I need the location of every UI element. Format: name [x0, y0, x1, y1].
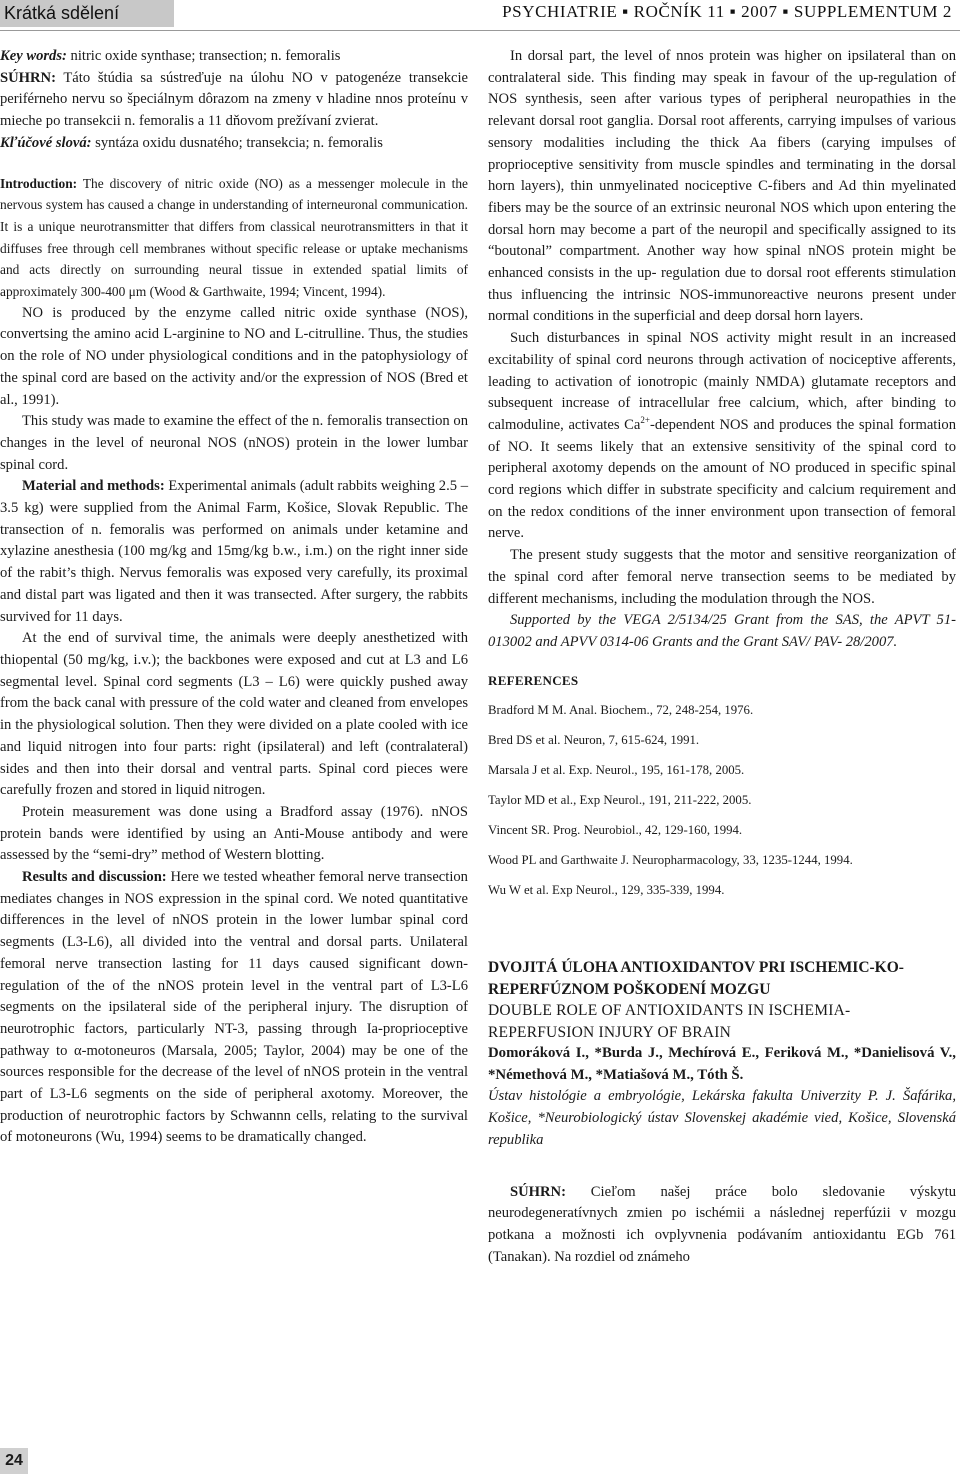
klucove-slova-line	[0, 133, 468, 155]
journal-header: PSYCHIATRIE ▪ ROČNÍK 11 ▪ 2007 ▪ SUPPLEMENTUM 2	[502, 2, 952, 21]
reference-item: Bradford M M. Anal. Biochem., 72, 248-254, 1976.	[488, 703, 754, 718]
results-label: Results and discussion:	[22, 869, 167, 886]
souhrn-text: Táto štúdia sa sústreďuje na úlohu NO v patogenéze transekcie periférneho nervu so špeciálnym dôrazom na zmeny v hladine nnos proteínu v mieche po transekcii n. femoralis a 11 dňovom prežívaní zvierat.	[0, 69, 468, 130]
souhrn-paragraph	[0, 68, 468, 133]
souhrn-2-text: Cieľom našej práce bolo sledovanie výskytu neurodegeneratívnych zmien po ischémii a následnej reperfúzii v mozgu potkana a možnosti ich ovplyvnenia podávaním antioxidantu EGb 761 (Tanakan). Na rozdiel od známeho	[488, 1183, 956, 1265]
disturbances-text-b: -dependent NOS and produces the spinal formation of NO. It seems likely that an extensive sensitivity of the spinal cord to peripheral axotomy depends on the amount of NO produced in specific spinal cord regions which differ in substrate specificity and calcium requirement and on the redox conditions of the inner environment upon transection of femoral nerve.	[488, 416, 957, 542]
results-paragraph	[0, 867, 468, 1149]
dorsal-paragraph: In dorsal part, the level of nnos protein was higher on ipsilateral than on contralateral side. This finding may speak in favour of the up-regulation of NOS synthesis, seen after various types of peripheral neuropathies in the relevant dorsal root ganglia. Dorsal root afferents, carrying impulses of various sensory modalities including the thick Aa fibers (carying impulses of proprioceptive sensitivity from muscle spindles and terminating in the dorsal horn layers), thin unmyelinated nociceptive C-fibers and Ad thin myelinated fibers may be the source of an extrinsic neuronal NOS which upon entering the dorsal horn may become a part of the neuropil and specifically assigned to its “boutonal” compartment. Another way how spinal nNOS protein might be enhanced consists in the up- regulation due to dorsal root efferents stimulation thus influencing the intrinsic NOS-immunoreactive neurons present under normal conditions in the superficial and deep dorsal horn layers.	[488, 48, 956, 325]
keywords-line	[0, 46, 468, 68]
no-paragraph: NO is produced by the enzyme called nitric oxide synthase (NOS), convertsing the amino acid L-arginine to NO and L-citrulline. Thus, the studies on the role of NO under physiological conditions and in the patophysiology of the spinal cord are based on the activity and/or the expression of NOS (Bred et al., 1991).	[0, 304, 468, 408]
keywords-label: Key words:	[0, 48, 67, 64]
reference-item: Bred DS et al. Neuron, 7, 615-624, 1991.	[488, 733, 700, 748]
keywords-text: nitric oxide synthase; transection; n. femoralis	[66, 48, 341, 64]
references-list	[488, 695, 956, 905]
methods-paragraph	[0, 476, 468, 628]
methods-label: Material and methods:	[22, 478, 165, 495]
reference-item: Wood PL and Garthwaite J. Neuropharmacology, 33, 1235-1244, 1994.	[488, 853, 853, 868]
page-number: 24	[0, 1448, 28, 1474]
klucove-label: Kľúčové slová:	[0, 134, 92, 151]
article-authors: Domoráková I., *Burda J., Mechírová E., Feriková M., *Danielisová V., *Némethová M., *Matiašová M., Tóth Š.	[488, 1045, 956, 1083]
souhrn-label: SÚHRN:	[0, 69, 56, 86]
article-affiliation: Ústav histológie a embryológie, Lekárska fakulta Univerzity P. J. Šafárika, Košice, *Neurobiologický ústav Slovenskej akadémie vied, Košice, Slovenská republika	[488, 1088, 956, 1148]
methods-text: Experimental animals (adult rabbits weighing 2.5 – 3.5 kg) were supplied from the Animal Farm, Košice, Slovak Republic. The transection of n. femoralis was performed on animals under ketamine and xylazine anesthesia (100 mg/kg and 15mg/kg b.w., i.m.) on the right inner side of the rabit’s thigh. Nervus femoralis was exposed very carefully, its proximal and distal part was ligated and then it was transected. After surgery, the rabbits survived for 11 days.	[0, 478, 468, 625]
article-title: DVOJITÁ ÚLOHA ANTIOXIDANTOV PRI ISCHEMIC-KO-REPERFÚZNOM POŠKODENÍ MOZGU	[488, 959, 904, 998]
section-label: Krátká sdělení	[0, 0, 174, 27]
disturbances-paragraph	[488, 328, 956, 545]
reference-item: Taylor MD et al., Exp Neurol., 191, 211-222, 2005.	[488, 793, 752, 808]
support-paragraph: Supported by the VEGA 2/5134/25 Grant from the SAS, the APVT 51-013002 and APVV 0314-06 Grants and the Grant SAV/ PAV- 28/2007.	[488, 612, 956, 650]
results-text: Here we tested wheather femoral nerve transection mediates changes in NOS expression in the spinal cord. We noted quantitative differences in the level of nNOS protein in the lower lumbar spinal cord segments (L3-L6), all divided into the ventral and dorsal parts. Unilateral femoral nerve transection lasting for 11 days caused significant down-regulation of the of the nNOS protein level in the ventral part of L3-L6 segments on the ipsilateral side of the peripheral injury. The disruption of neurotrophic factors, particularly NT-3, passing through Ia-proprioceptive pathway to α-motoneuros (Marsala, 2005; Taylor, 2004) may be one of the sources responsible for the decrease of the level of nNOS protein in the ventral part of L3-L6 segments on the side of peripheral axotomy. Moreover, the production of neurotrophic factors by Schwannn cells, relating to the survival of motoneurons (Wu, 1994) seems to be dramatically changed.	[0, 869, 468, 1146]
protein-paragraph: Protein measurement was done using a Bradford assay (1976). nNOS protein bands were identified by using an Anti-Mouse antibody and were assessed by the “semi-dry” method of Western blotting.	[0, 803, 468, 864]
souhrn-2-paragraph	[488, 1182, 956, 1269]
reference-item: Wu W et al. Exp Neurol., 129, 335-339, 1994.	[488, 883, 725, 898]
header-rule	[0, 30, 960, 31]
calcium-superscript: 2+	[640, 415, 650, 426]
intro-label: Introduction:	[0, 175, 78, 191]
present-study-paragraph: The present study suggests that the motor and sensitive reorganization of the spinal cord after femoral nerve transection seems to be mediated by different mechanisms, including the modulation through the NOS.	[488, 547, 956, 607]
intro-text: The discovery of nitric oxide (NO) as a messenger molecule in the nervous system has caused a change in understanding of interneuronal communication. It is a unique neurotransmitter that differs from classical neurotransmitters in that it diffuses free through cell membranes without specific release or uptake mechanisms and acts directly on surrounding neural tissue in extended spatial limits of approximately 300-400 μm (Wood & Garthwaite, 1994; Vincent, 1994).	[0, 175, 468, 300]
disturbances-text-a: Such disturbances in spinal NOS activity might result in an increased excitability of spinal cord neurons through activation of nociceptive afferents, leading to activation of ionotropic (mainly NMDA) glutamate receptors and subsequent increase of intracellular free calcium, which, after binding to calmoduline, activates Ca	[488, 330, 956, 433]
reference-item: Marsala J et al. Exp. Neurol., 195, 161-178, 2005.	[488, 763, 745, 778]
intro-paragraph	[0, 173, 468, 303]
left-column	[0, 46, 468, 1149]
klucove-text: syntáza oxidu dusnatého; transekcia; n. femoralis	[91, 134, 383, 151]
article-subtitle: DOUBLE ROLE OF ANTIOXIDANTS IN ISCHEMIA-REPERFUSION INJURY OF BRAIN	[488, 1002, 851, 1041]
reference-item: Vincent SR. Prog. Neurobiol., 42, 129-160, 1994.	[488, 823, 743, 838]
right-column	[488, 46, 956, 1268]
references-heading: REFERENCES	[488, 672, 579, 688]
souhrn-2-label: SÚHRN:	[510, 1183, 566, 1200]
end-survival-paragraph: At the end of survival time, the animals were deeply anesthetized with thiopental (50 mg/kg, i.v.); the backbones were exposed and cut at L3 and L6 segmental level. Spinal cord segments (L3 – L6) were quickly pushed away from the back canal with pressure of the cold water and cleaned from envelopes in the physiological solution. Then they were divided on a plate cooled with ice and liquid nitrogen into four parts: right (ipsilateral) and left (contralateral) sides and then into their dorsal and ventral parts. Spinal cord pieces were carefully frozen and stored in liquid nitrogen.	[0, 630, 468, 799]
study-paragraph: This study was made to examine the effect of the n. femoralis transection on changes in the level of neuronal NOS (nNOS) protein in the lower lumbar spinal cord.	[0, 413, 468, 473]
